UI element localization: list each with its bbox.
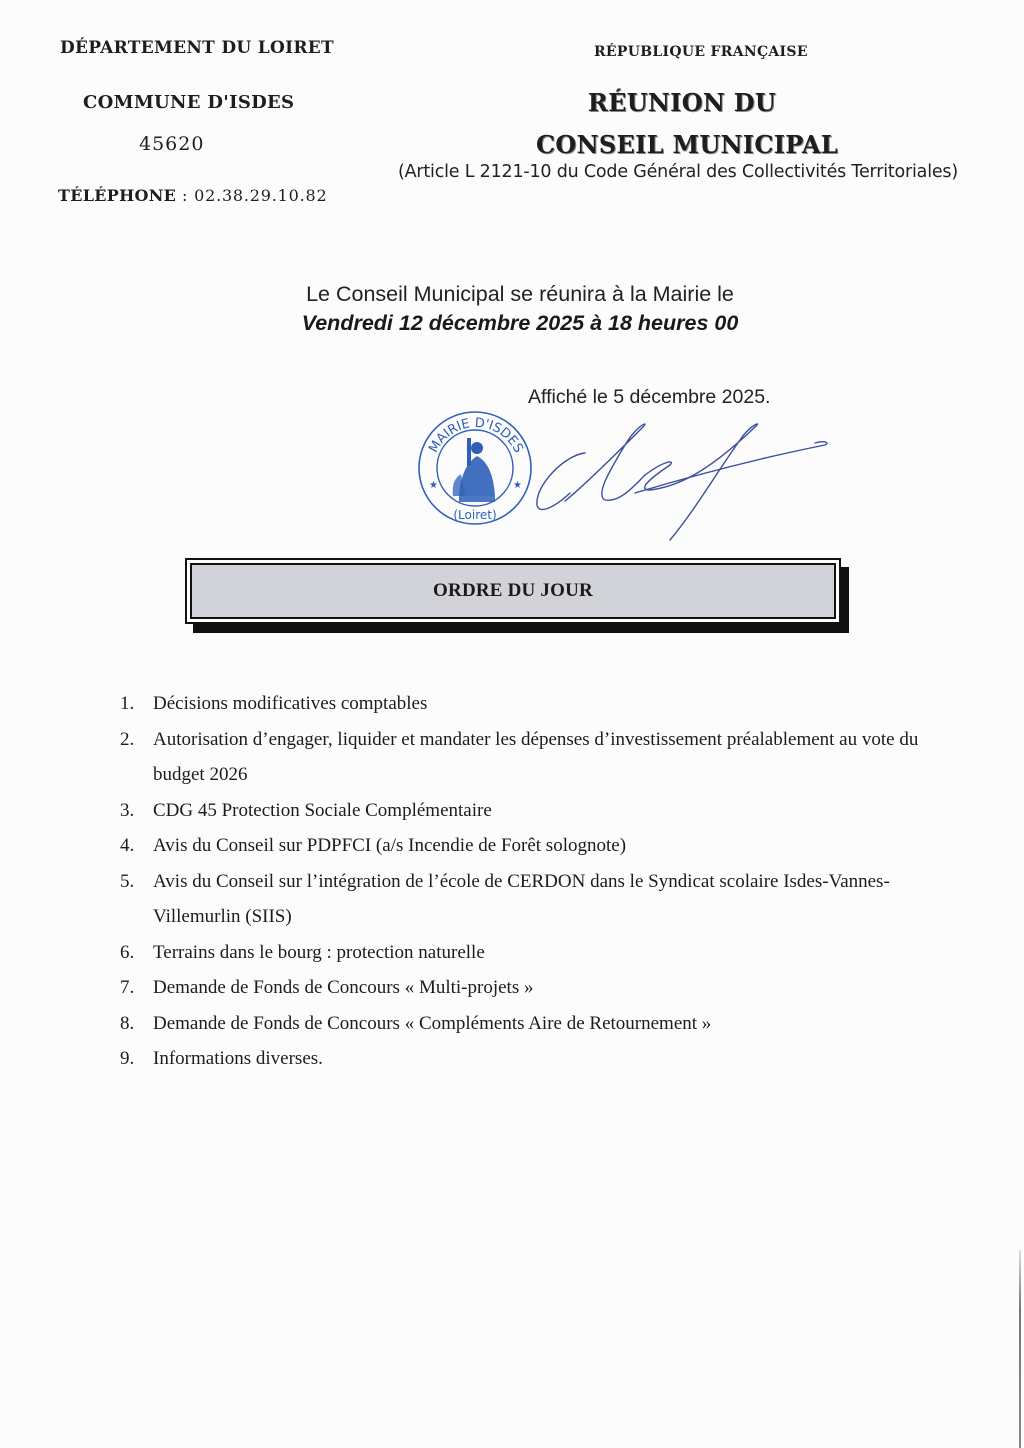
postal-code: 45620 bbox=[139, 133, 205, 155]
agenda-item bbox=[120, 793, 940, 829]
agenda-item-text: CDG 45 Protection Sociale Complémentaire bbox=[153, 799, 492, 821]
agenda-item bbox=[120, 970, 940, 1006]
agenda-item-number: 2. bbox=[120, 728, 135, 750]
town-hall-stamp-icon bbox=[415, 408, 535, 526]
agenda-list bbox=[120, 686, 940, 1077]
agenda-item-number: 5. bbox=[120, 870, 135, 892]
agenda-item-text: Demande de Fonds de Concours « Compléments Aire de Retournement » bbox=[153, 1012, 712, 1034]
mayor-signature bbox=[525, 415, 835, 545]
agenda-item-number: 3. bbox=[120, 799, 135, 821]
agenda-item bbox=[120, 686, 940, 722]
agenda-item-text: Demande de Fonds de Concours « Multi-projets » bbox=[153, 977, 534, 998]
agenda-item-number: 8. bbox=[120, 1012, 135, 1034]
agenda-item-text: Décisions modificatives comptables bbox=[153, 693, 428, 714]
agenda-heading-inner bbox=[190, 563, 836, 619]
agenda-item bbox=[120, 1006, 940, 1042]
agenda-item-text: Avis du Conseil sur l’intégration de l’école de CERDON dans le Syndicat scolaire Isdes-Vannes-Villemurlin (SIIS) bbox=[153, 870, 890, 927]
document-title-line1: RÉUNION DU bbox=[587, 88, 777, 117]
agenda-heading: ORDRE DU JOUR bbox=[433, 580, 593, 601]
stamp-bottom-text: (Loiret) bbox=[453, 508, 497, 522]
star-right-icon: ★ bbox=[513, 480, 522, 491]
agenda-item-number: 4. bbox=[120, 835, 135, 856]
posted-date: Affiché le 5 décembre 2025. bbox=[528, 386, 771, 408]
agenda-item-number: 6. bbox=[120, 941, 135, 963]
agenda-item bbox=[120, 722, 940, 793]
scan-edge-line bbox=[1019, 1250, 1021, 1448]
republic-label: RÉPUBLIQUE FRANÇAISE bbox=[594, 44, 808, 60]
commune-name: COMMUNE D'ISDES bbox=[83, 92, 295, 113]
agenda-item-number: 1. bbox=[120, 693, 135, 714]
meeting-datetime: Vendredi 12 décembre 2025 à 18 heures 00 bbox=[301, 311, 739, 335]
agenda-item bbox=[120, 828, 940, 864]
phone-number: : 02.38.29.10.82 bbox=[182, 186, 328, 205]
agenda-item-number: 7. bbox=[120, 977, 135, 998]
agenda-item bbox=[120, 864, 940, 935]
marianne-figure-icon bbox=[453, 438, 495, 502]
agenda-heading-box bbox=[185, 558, 841, 624]
document-title-line2: CONSEIL MUNICIPAL bbox=[536, 130, 838, 159]
convocation-intro: Le Conseil Municipal se réunira à la Mairie le bbox=[306, 282, 734, 306]
phone-label: TÉLÉPHONE bbox=[58, 186, 177, 205]
stamp-top-text: MAIRIE D'ISDES bbox=[426, 415, 526, 456]
agenda-item-text: Terrains dans le bourg : protection naturelle bbox=[153, 941, 485, 963]
agenda-item bbox=[120, 1041, 940, 1077]
agenda-item-text: Autorisation d’engager, liquider et mandater les dépenses d’investissement préalablement au vote du budget 2026 bbox=[153, 728, 919, 785]
agenda-item-text: Avis du Conseil sur PDPFCI (a/s Incendie de Forêt solognote) bbox=[153, 835, 627, 856]
agenda-item-text: Informations diverses. bbox=[153, 1048, 323, 1069]
agenda-item-number: 9. bbox=[120, 1048, 135, 1069]
legal-article-reference: (Article L 2121-10 du Code Général des Collectivités Territoriales) bbox=[398, 162, 958, 182]
phone-line bbox=[58, 186, 327, 205]
agenda-item bbox=[120, 935, 940, 971]
star-left-icon: ★ bbox=[429, 480, 438, 491]
department-name: DÉPARTEMENT DU LOIRET bbox=[60, 38, 334, 58]
